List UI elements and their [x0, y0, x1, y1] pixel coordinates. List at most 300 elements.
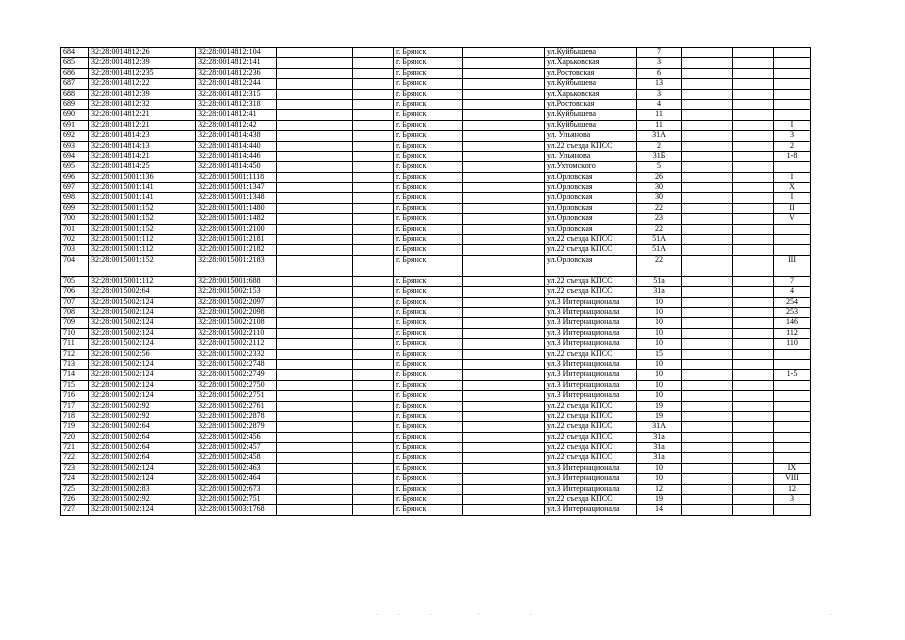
empty-cell	[682, 131, 733, 141]
city-cell: г. Брянск	[394, 151, 463, 161]
unit-cell	[774, 453, 811, 463]
row-number-cell: 686	[61, 68, 89, 78]
empty-cell	[353, 79, 394, 89]
row-number-cell: 709	[61, 318, 89, 328]
empty-cell	[277, 162, 353, 172]
empty-cell	[463, 183, 545, 193]
empty-cell	[682, 58, 733, 68]
empty-cell	[353, 401, 394, 411]
street-cell: ул.Куйбышева	[545, 48, 637, 58]
row-number-cell: 718	[61, 411, 89, 421]
empty-cell	[682, 203, 733, 213]
table-row	[61, 99, 811, 109]
unit-cell: X	[774, 183, 811, 193]
empty-cell	[277, 214, 353, 224]
empty-cell	[682, 370, 733, 380]
house-cell: 10	[637, 339, 682, 349]
unit-cell: 112	[774, 328, 811, 338]
street-cell: ул.3 Интернационала	[545, 380, 637, 390]
empty-cell	[353, 214, 394, 224]
empty-cell	[353, 89, 394, 99]
empty-cell	[682, 120, 733, 130]
cadastral-number-cell: 32:28:0014812:318	[196, 99, 277, 109]
row-number-cell: 720	[61, 432, 89, 442]
row-number-cell: 701	[61, 224, 89, 234]
empty-cell	[733, 328, 774, 338]
street-cell: ул. Ульянова	[545, 131, 637, 141]
cadastral-block-cell: 32:28:0015001:112	[89, 235, 196, 245]
empty-cell	[733, 162, 774, 172]
row-number-cell: 684	[61, 48, 89, 58]
unit-cell	[774, 68, 811, 78]
cadastral-number-cell: 32:28:0015002:2761	[196, 401, 277, 411]
house-cell: 10	[637, 380, 682, 390]
city-cell: г. Брянск	[394, 172, 463, 182]
house-cell: 10	[637, 307, 682, 317]
street-cell: ул.22 съезда КПСС	[545, 411, 637, 421]
city-cell: г. Брянск	[394, 68, 463, 78]
cadastral-block-cell: 32:28:0015002:64	[89, 432, 196, 442]
table-row	[61, 224, 811, 234]
row-number-cell: 698	[61, 193, 89, 203]
empty-cell	[353, 443, 394, 453]
empty-cell	[463, 120, 545, 130]
table-row	[61, 505, 811, 515]
empty-cell	[682, 255, 733, 276]
cadastral-block-cell: 32:28:0015001:152	[89, 203, 196, 213]
cadastral-block-cell: 32:28:0015002:124	[89, 391, 196, 401]
row-number-cell: 699	[61, 203, 89, 213]
empty-cell	[463, 495, 545, 505]
empty-cell	[733, 453, 774, 463]
empty-cell	[733, 255, 774, 276]
empty-cell	[682, 235, 733, 245]
empty-cell	[277, 432, 353, 442]
row-number-cell: 705	[61, 276, 89, 286]
empty-cell	[682, 245, 733, 255]
street-cell: ул.3 Интернационала	[545, 339, 637, 349]
empty-cell	[353, 505, 394, 515]
street-cell: ул. Ульянова	[545, 151, 637, 161]
house-cell: 31а	[637, 453, 682, 463]
unit-cell: 2	[774, 141, 811, 151]
row-number-cell: 710	[61, 328, 89, 338]
cadastral-number-cell: 32:28:0015002:751	[196, 495, 277, 505]
empty-cell	[353, 495, 394, 505]
city-cell: г. Брянск	[394, 193, 463, 203]
cadastral-block-cell: 32:28:0015002:124	[89, 328, 196, 338]
empty-cell	[277, 349, 353, 359]
cadastral-block-cell: 32:28:0014812:39	[89, 58, 196, 68]
empty-cell	[277, 79, 353, 89]
city-cell: г. Брянск	[394, 99, 463, 109]
table-row	[61, 89, 811, 99]
row-number-cell: 723	[61, 463, 89, 473]
table-row	[61, 162, 811, 172]
city-cell: г. Брянск	[394, 443, 463, 453]
cadastral-block-cell: 32:28:0015002:83	[89, 484, 196, 494]
street-cell: ул.Орловская	[545, 214, 637, 224]
empty-cell	[682, 99, 733, 109]
house-cell: 13	[637, 79, 682, 89]
street-cell: ул.22 съезда КПСС	[545, 432, 637, 442]
empty-cell	[733, 391, 774, 401]
unit-cell	[774, 411, 811, 421]
unit-cell	[774, 224, 811, 234]
city-cell: г. Брянск	[394, 432, 463, 442]
row-number-cell: 724	[61, 474, 89, 484]
cadastral-number-cell: 32:28:0015001:2183	[196, 255, 277, 276]
city-cell: г. Брянск	[394, 453, 463, 463]
table-row	[61, 349, 811, 359]
street-cell: ул.Орловская	[545, 224, 637, 234]
empty-cell	[353, 120, 394, 130]
empty-cell	[277, 58, 353, 68]
city-cell: г. Брянск	[394, 463, 463, 473]
empty-cell	[463, 443, 545, 453]
empty-cell	[463, 463, 545, 473]
cadastral-block-cell: 32:28:0015002:124	[89, 463, 196, 473]
empty-cell	[682, 48, 733, 58]
empty-cell	[353, 453, 394, 463]
table-row	[61, 151, 811, 161]
cadastral-block-cell: 32:28:0015002:124	[89, 380, 196, 390]
table-row	[61, 79, 811, 89]
cadastral-number-cell: 32:28:0015002:2098	[196, 307, 277, 317]
empty-cell	[277, 110, 353, 120]
empty-cell	[733, 287, 774, 297]
empty-cell	[353, 99, 394, 109]
empty-cell	[682, 172, 733, 182]
cadastral-number-cell: 32:28:0014812:104	[196, 48, 277, 58]
unit-cell: III	[774, 255, 811, 276]
cadastral-number-cell: 32:28:0015001:1482	[196, 214, 277, 224]
cadastral-number-cell: 32:28:0015002:456	[196, 432, 277, 442]
unit-cell: I	[774, 193, 811, 203]
house-cell: 19	[637, 401, 682, 411]
street-cell: ул.3 Интернационала	[545, 463, 637, 473]
empty-cell	[353, 463, 394, 473]
empty-cell	[353, 68, 394, 78]
cadastral-block-cell: 32:28:0015002:92	[89, 401, 196, 411]
table-row	[61, 131, 811, 141]
row-number-cell: 702	[61, 235, 89, 245]
table-row	[61, 120, 811, 130]
house-cell: 51А	[637, 245, 682, 255]
cadastral-number-cell: 32:28:0015002:2749	[196, 370, 277, 380]
house-cell: 2	[637, 141, 682, 151]
cadastral-block-cell: 32:28:0014812:235	[89, 68, 196, 78]
row-number-cell: 703	[61, 245, 89, 255]
empty-cell	[733, 99, 774, 109]
table-row	[61, 68, 811, 78]
empty-cell	[682, 443, 733, 453]
city-cell: г. Брянск	[394, 370, 463, 380]
city-cell: г. Брянск	[394, 391, 463, 401]
house-cell: 30	[637, 183, 682, 193]
row-number-cell: 708	[61, 307, 89, 317]
row-number-cell: 725	[61, 484, 89, 494]
empty-cell	[463, 370, 545, 380]
cadastral-block-cell: 32:28:0014812:22	[89, 79, 196, 89]
street-cell: ул.22 съезда КПСС	[545, 287, 637, 297]
empty-cell	[277, 453, 353, 463]
empty-cell	[277, 318, 353, 328]
city-cell: г. Брянск	[394, 110, 463, 120]
empty-cell	[682, 401, 733, 411]
street-cell: ул.3 Интернационала	[545, 505, 637, 515]
empty-cell	[682, 422, 733, 432]
row-number-cell: 689	[61, 99, 89, 109]
unit-cell	[774, 380, 811, 390]
empty-cell	[353, 484, 394, 494]
cadastral-number-cell: 32:28:0015002:463	[196, 463, 277, 473]
cadastral-number-cell: 32:28:0014814:440	[196, 141, 277, 151]
empty-cell	[463, 359, 545, 369]
table-row	[61, 453, 811, 463]
empty-cell	[463, 307, 545, 317]
cadastral-block-cell: 32:28:0015001:136	[89, 172, 196, 182]
empty-cell	[682, 391, 733, 401]
house-cell: 6	[637, 68, 682, 78]
empty-cell	[463, 276, 545, 286]
cadastral-number-cell: 32:28:0015001:1480	[196, 203, 277, 213]
unit-cell: 3	[774, 131, 811, 141]
empty-cell	[682, 328, 733, 338]
city-cell: г. Брянск	[394, 58, 463, 68]
empty-cell	[277, 380, 353, 390]
empty-cell	[463, 235, 545, 245]
cadastral-number-cell: 32:28:0014812:41	[196, 110, 277, 120]
empty-cell	[733, 276, 774, 286]
unit-cell: 110	[774, 339, 811, 349]
cadastral-block-cell: 32:28:0015002:124	[89, 339, 196, 349]
house-cell: 3	[637, 89, 682, 99]
empty-cell	[733, 48, 774, 58]
table-row	[61, 443, 811, 453]
street-cell: ул.3 Интернационала	[545, 307, 637, 317]
street-cell: ул.3 Интернационала	[545, 391, 637, 401]
empty-cell	[463, 99, 545, 109]
cadastral-block-cell: 32:28:0015002:124	[89, 505, 196, 515]
empty-cell	[682, 359, 733, 369]
empty-cell	[682, 349, 733, 359]
cadastral-block-cell: 32:28:0014814:21	[89, 151, 196, 161]
cadastral-number-cell: 32:28:0015002:464	[196, 474, 277, 484]
street-cell: ул.3 Интернационала	[545, 297, 637, 307]
unit-cell	[774, 505, 811, 515]
city-cell: г. Брянск	[394, 245, 463, 255]
table-row	[61, 411, 811, 421]
city-cell: г. Брянск	[394, 203, 463, 213]
empty-cell	[733, 193, 774, 203]
empty-cell	[277, 287, 353, 297]
empty-cell	[733, 359, 774, 369]
street-cell: ул.Харьковская	[545, 58, 637, 68]
table-row	[61, 474, 811, 484]
cadastral-number-cell: 32:28:0015002:2112	[196, 339, 277, 349]
empty-cell	[733, 484, 774, 494]
empty-cell	[353, 380, 394, 390]
cadastral-block-cell: 32:28:0015002:92	[89, 411, 196, 421]
street-cell: ул.Куйбышева	[545, 79, 637, 89]
empty-cell	[353, 245, 394, 255]
table-row	[61, 48, 811, 58]
street-cell: ул.Ростовская	[545, 68, 637, 78]
empty-cell	[733, 318, 774, 328]
city-cell: г. Брянск	[394, 505, 463, 515]
empty-cell	[733, 349, 774, 359]
table-row	[61, 235, 811, 245]
empty-cell	[353, 474, 394, 484]
house-cell: 26	[637, 172, 682, 182]
house-cell: 31а	[637, 443, 682, 453]
city-cell: г. Брянск	[394, 484, 463, 494]
empty-cell	[733, 141, 774, 151]
empty-cell	[353, 432, 394, 442]
house-cell: 7	[637, 48, 682, 58]
empty-cell	[682, 463, 733, 473]
row-number-cell: 726	[61, 495, 89, 505]
table-row	[61, 328, 811, 338]
empty-cell	[463, 453, 545, 463]
empty-cell	[277, 245, 353, 255]
empty-cell	[682, 214, 733, 224]
cadastral-block-cell: 32:28:0015001:152	[89, 255, 196, 276]
cadastral-number-cell: 32:28:0015003:1768	[196, 505, 277, 515]
unit-cell	[774, 349, 811, 359]
empty-cell	[682, 183, 733, 193]
cadastral-block-cell: 32:28:0015002:64	[89, 422, 196, 432]
empty-cell	[353, 307, 394, 317]
empty-cell	[277, 203, 353, 213]
row-number-cell: 707	[61, 297, 89, 307]
row-number-cell: 717	[61, 401, 89, 411]
cadastral-block-cell: 32:28:0015002:124	[89, 297, 196, 307]
empty-cell	[353, 193, 394, 203]
row-number-cell: 685	[61, 58, 89, 68]
unit-cell: 146	[774, 318, 811, 328]
street-cell: ул.22 съезда КПСС	[545, 453, 637, 463]
house-cell: 15	[637, 349, 682, 359]
cadastral-block-cell: 32:28:0015002:64	[89, 453, 196, 463]
table-row	[61, 432, 811, 442]
street-cell: ул.22 съезда КПСС	[545, 443, 637, 453]
table-row	[61, 276, 811, 286]
street-cell: ул.3 Интернационала	[545, 484, 637, 494]
cadastral-number-cell: 32:28:0014814:446	[196, 151, 277, 161]
row-number-cell: 713	[61, 359, 89, 369]
house-cell: 31А	[637, 422, 682, 432]
cadastral-block-cell: 32:28:0015002:124	[89, 318, 196, 328]
empty-cell	[353, 391, 394, 401]
empty-cell	[353, 297, 394, 307]
cadastral-block-cell: 32:28:0015001:152	[89, 224, 196, 234]
unit-cell	[774, 359, 811, 369]
empty-cell	[353, 349, 394, 359]
empty-cell	[463, 380, 545, 390]
cadastral-number-cell: 32:28:0015002:2108	[196, 318, 277, 328]
street-cell: ул.Куйбышева	[545, 120, 637, 130]
empty-cell	[463, 172, 545, 182]
city-cell: г. Брянск	[394, 183, 463, 193]
cadastral-number-cell: 32:28:0015001:2181	[196, 235, 277, 245]
empty-cell	[682, 224, 733, 234]
cadastral-block-cell: 32:28:0014814:13	[89, 141, 196, 151]
house-cell: 10	[637, 474, 682, 484]
row-number-cell: 694	[61, 151, 89, 161]
empty-cell	[682, 307, 733, 317]
unit-cell: 1-5	[774, 370, 811, 380]
city-cell: г. Брянск	[394, 318, 463, 328]
empty-cell	[353, 339, 394, 349]
empty-cell	[277, 183, 353, 193]
empty-cell	[277, 255, 353, 276]
cadastral-block-cell: 32:28:0015002:124	[89, 474, 196, 484]
cadastral-number-cell: 32:28:0015002:2748	[196, 359, 277, 369]
empty-cell	[277, 89, 353, 99]
empty-cell	[682, 110, 733, 120]
street-cell: ул.Ростовская	[545, 99, 637, 109]
empty-cell	[463, 474, 545, 484]
city-cell: г. Брянск	[394, 214, 463, 224]
empty-cell	[463, 422, 545, 432]
empty-cell	[463, 328, 545, 338]
empty-cell	[682, 474, 733, 484]
table-row	[61, 495, 811, 505]
empty-cell	[682, 432, 733, 442]
empty-cell	[463, 79, 545, 89]
table-row	[61, 307, 811, 317]
city-cell: г. Брянск	[394, 328, 463, 338]
empty-cell	[682, 495, 733, 505]
city-cell: г. Брянск	[394, 235, 463, 245]
unit-cell	[774, 432, 811, 442]
street-cell: ул.22 съезда КПСС	[545, 401, 637, 411]
row-number-cell: 691	[61, 120, 89, 130]
table-row	[61, 391, 811, 401]
house-cell: 4	[637, 99, 682, 109]
empty-cell	[463, 151, 545, 161]
empty-cell	[277, 370, 353, 380]
unit-cell	[774, 48, 811, 58]
table-row	[61, 318, 811, 328]
empty-cell	[277, 172, 353, 182]
cadastral-number-cell: 32:28:0015002:458	[196, 453, 277, 463]
empty-cell	[733, 495, 774, 505]
empty-cell	[353, 141, 394, 151]
street-cell: ул.Орловская	[545, 255, 637, 276]
street-cell: ул.3 Интернационала	[545, 474, 637, 484]
empty-cell	[277, 401, 353, 411]
city-cell: г. Брянск	[394, 224, 463, 234]
table-row	[61, 484, 811, 494]
street-cell: ул.Харьковская	[545, 89, 637, 99]
city-cell: г. Брянск	[394, 255, 463, 276]
unit-cell: 253	[774, 307, 811, 317]
house-cell: 51а	[637, 276, 682, 286]
unit-cell: IX	[774, 463, 811, 473]
empty-cell	[277, 443, 353, 453]
cadastral-block-cell: 32:28:0015002:124	[89, 370, 196, 380]
house-cell: 14	[637, 505, 682, 515]
city-cell: г. Брянск	[394, 422, 463, 432]
unit-cell: 4	[774, 287, 811, 297]
cadastral-block-cell: 32:28:0015002:64	[89, 443, 196, 453]
empty-cell	[463, 203, 545, 213]
table-row	[61, 422, 811, 432]
cadastral-table	[60, 47, 811, 516]
